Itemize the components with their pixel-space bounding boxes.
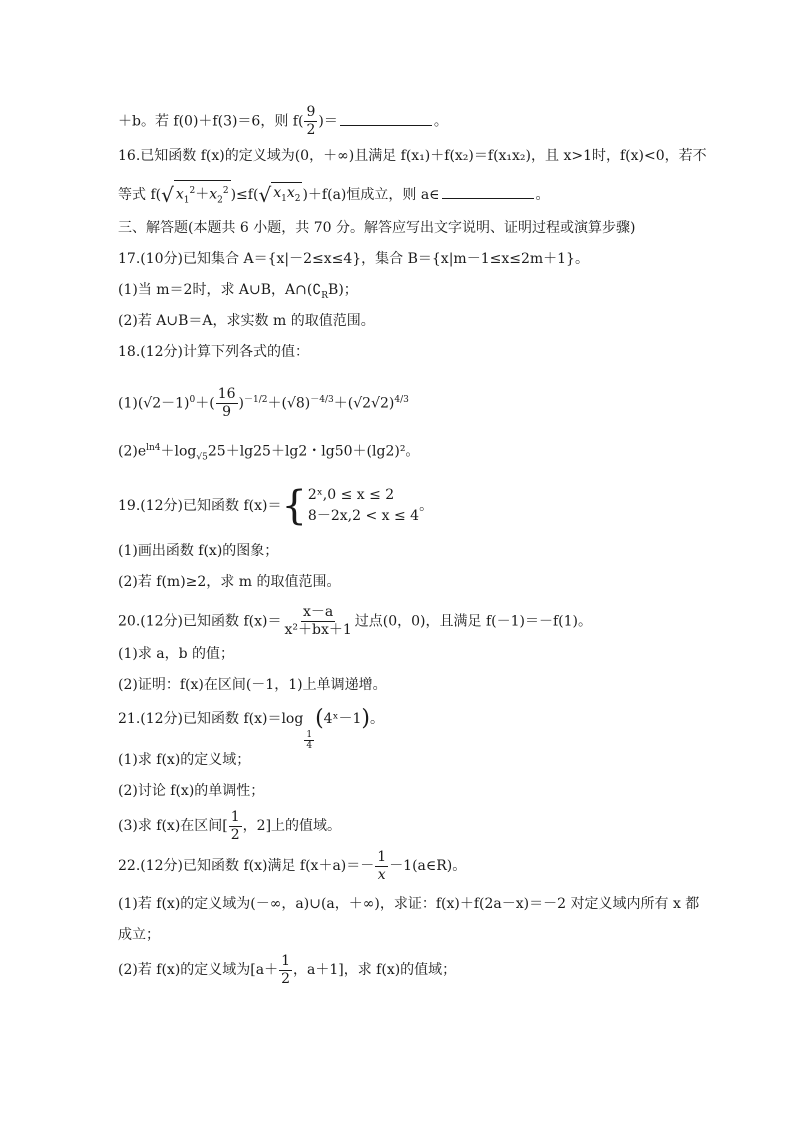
q22-text: 22.(12分)已知函数 f(x)满足 f(x＋a)＝－: [118, 858, 375, 874]
q22-part1-line1: (1)若 f(x)的定义域为(－∞，a)∪(a，＋∞)，求证：f(x)＋f(2a－x)＝－2 对定义域内所有 x 都: [118, 896, 700, 912]
frac-num: 1: [281, 952, 291, 969]
q16-text-mid: )≤f(: [230, 187, 259, 204]
q16-line2: [118, 180, 550, 210]
term: (√8): [281, 395, 311, 412]
q17-part2: (2)若 A∪B＝A，求实数 m 的取值范围。: [118, 313, 375, 329]
fraction: [279, 953, 292, 988]
frac-num: 1: [306, 730, 313, 740]
q21-p3-post: ，2]上的值域。: [242, 818, 342, 834]
frac-num: 9: [306, 104, 316, 120]
q19-part2: (2)若 f(m)≥2，求 m 的取值范围。: [118, 574, 341, 590]
q21-p3-text: (3)求 f(x)在区间[: [118, 818, 228, 834]
fraction: [282, 604, 353, 639]
q20-part1: (1)求 a，b 的值；: [118, 646, 235, 662]
term: ＋log: [160, 443, 197, 460]
q16-line1: 16.已知函数 f(x)的定义域为(0，＋∞)且满足 f(x₁)＋f(x₂)＝f(x₁x₂)，且 x>1时，f(x)<0，若不: [118, 148, 707, 164]
log-base: √5: [196, 452, 208, 463]
subscript: R: [321, 290, 329, 301]
q20-text: 20.(12分)已知函数 f(x)＝: [118, 613, 282, 630]
exponent: －1/2: [244, 394, 268, 405]
term: (√2√2): [347, 395, 395, 412]
q20-text-post: 过点(0，0)，且满足 f(－1)＝－f(1)。: [354, 613, 592, 630]
q21-text: 21.(12分)已知函数 f(x)＝log: [118, 711, 304, 727]
frac-num: 1: [230, 808, 240, 825]
fraction: [375, 849, 388, 884]
q22-part1-line2: 成立；: [118, 927, 160, 943]
q22-part2: [118, 952, 456, 988]
q17-part1: [118, 280, 358, 306]
fraction: [229, 809, 242, 844]
q21-part2: (2)讨论 f(x)的单调性；: [118, 783, 265, 799]
sqrt-expr: √ $x_1x_2$: [258, 183, 301, 208]
q16-text: 等式 f(: [118, 187, 162, 204]
q21-part3: [118, 808, 341, 844]
frac-den: x: [377, 866, 386, 883]
case-1: 2ˣ,0 ≤ x ≤ 2: [307, 487, 395, 503]
q17-p1-text: (1)当 m＝2时，求 A∪B，A∩(∁: [118, 282, 322, 298]
q19-end: 。: [419, 498, 434, 514]
q20-stem: [118, 604, 592, 639]
frac-num: x－a: [302, 604, 334, 620]
q18-part2: [118, 438, 419, 467]
q21-part1: (1)求 f(x)的定义域；: [118, 752, 251, 768]
term: (2)e: [118, 443, 147, 460]
log-base-fraction: [304, 730, 314, 751]
q19-part1: (1)画出函数 f(x)的图象；: [118, 543, 279, 559]
q22-p2-post: ，a＋1]，求 f(x)的值域；: [293, 962, 457, 978]
q19-stem: [118, 484, 433, 528]
q17-stem: 17.(10分)已知集合 A＝{x|－2≤x≤4}，集合 B＝{x|m－1≤x≤2m＋1}。: [118, 251, 589, 267]
q18-stem: 18.(12分)计算下列各式的值：: [118, 344, 310, 360]
case-2: 8－2x,2 < x ≤ 4: [307, 508, 420, 524]
q15-text: ＋b。若 f(0)＋f(3)＝6，则 f(: [118, 113, 304, 130]
exponent: 0: [189, 394, 196, 405]
exponent: 4/3: [394, 394, 409, 405]
exponent: ln4: [146, 443, 161, 453]
piecewise: { 2ˣ,0 ≤ x ≤ 2 8－2x,2 < x ≤ 4: [281, 483, 420, 529]
log-argument: 4ˣ－1: [323, 711, 362, 727]
answer-blank: [340, 111, 432, 126]
frac-den: 4: [306, 741, 313, 751]
frac-num: 16: [217, 386, 236, 402]
sqrt-expr: √ $x_1^2+x_2^2$: [161, 180, 231, 210]
q15-tail: [118, 104, 448, 139]
frac-den: 2: [281, 970, 291, 987]
frac-den: 9: [222, 404, 232, 420]
fraction: [304, 104, 317, 139]
frac-num: 1: [377, 848, 387, 865]
answer-blank: [442, 184, 534, 199]
fraction: [216, 386, 238, 421]
q16-end: 。: [535, 187, 550, 204]
q17-p1-end: B)；: [328, 282, 358, 298]
term: (√2－1): [137, 395, 190, 412]
term: 25＋lg25＋lg2・lg50＋(lg2)²。: [207, 443, 420, 460]
q18-part1: $(1)(√2-1)^0+$( $\frac{16}{9}$ )$^{-1/2}+(√8)^{-4/3}+(√2√2)^{4/3}$: [118, 386, 409, 420]
q20-part2: (2)证明：f(x)在区间(－1，1)上单调递增。: [118, 677, 387, 693]
section-heading: 三、解答题(本题共 6 小题，共 70 分。解答应写出文字说明、证明过程或演算步骤): [118, 220, 636, 236]
q18-p1-label: (1): [118, 395, 138, 412]
q21-end: 。: [370, 711, 384, 727]
q21-stem: 21.(12分)已知函数 f(x)＝log $\frac{1}{4}$ (4ˣ－1)。: [118, 706, 384, 751]
frac-den: 2: [306, 122, 316, 138]
exponent: －4/3: [310, 394, 334, 405]
q15-end: 。: [433, 113, 448, 130]
frac-den: x²＋bx＋1: [284, 622, 352, 638]
q22-text-post: －1(a∈R)。: [389, 858, 467, 874]
q16-text-post: )＋f(a)恒成立，则 a∈: [302, 187, 440, 204]
q22-stem: [118, 848, 466, 884]
q19-text: 19.(12分)已知函数 f(x)＝: [118, 498, 282, 514]
frac-den: 2: [230, 826, 240, 843]
q22-p2-text: (2)若 f(x)的定义域为[a＋: [118, 962, 279, 978]
q15-text-post: )＝: [318, 113, 338, 130]
